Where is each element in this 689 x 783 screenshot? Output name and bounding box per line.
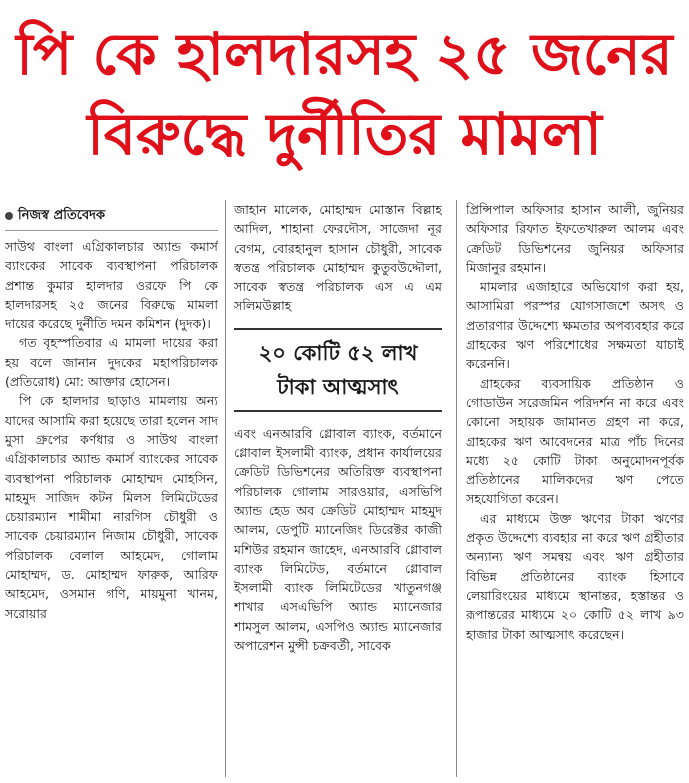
paragraph: প্রিন্সিপাল অফিসার হাসান আলী, জুনিয়র অফিসার রিফাত ইফতেখারুল আলম এবং ক্রেডিট ডিভিশনের জুনিয়র অফিসার মিজানুর রহমান। [466, 202, 684, 275]
headline [0, 0, 689, 190]
subheading [234, 328, 442, 412]
paragraph: গত বৃহস্পতিবার এ মামলা দায়ের করা হয় বলে জানান দুদকের মহাপরিচালক (প্রতিরোধ) মো: আক্তার হোসেন। [5, 335, 218, 390]
paragraph: গ্রাহকের ব্যবসায়িক প্রতিষ্ঠান ও গোডাউন সরেজমিন পরিদর্শন না করে এবং কোনো সহায়ক জামানত গ্রহণ না করে, গ্রাহকের ঋণ আবেদনের মাত্র পাঁচ দিনের মধ্যে ২৫ কোটি টাকা অনুমোদনপূর্বক প্রতিষ্ঠানের মালিকদের ঋণ পেতে সহযোগিতা করেন। [466, 375, 684, 507]
headline-line-1: পি কে হালদারসহ ২৫ জনের [16, 20, 673, 88]
column-divider [456, 200, 457, 777]
paragraph: সাউথ বাংলা এগ্রিকালচার অ্যান্ড কমার্স ব্যাংকের সাবেক ব্যবস্থাপনা পরিচালক প্রশান্ত কুমার হালদার ওরফে পি কে হালদারসহ ২৫ জনের বিরুদ্ধে মামলা দায়ের করেছে দুর্নীতি দমন কমিশন (দুদক)। [5, 239, 218, 332]
byline [5, 206, 218, 231]
article-column-2 [234, 200, 442, 777]
paragraph: মামলার এজাহারে অভিযোগ করা হয়, আসামিরা পরস্পর যোগসাজশে অসৎ ও প্রতারণার উদ্দেশ্যে ক্ষমতার অপব্যবহার করে গ্রাহকের ঋণ পরিশোধের সক্ষমতা যাচাই করেননি। [466, 279, 684, 372]
paragraph: এর মাধ্যমে উক্ত ঋণের টাকা ঋণের প্রকৃত উদ্দেশ্যে ব্যবহার না করে ঋণ গ্রহীতার অন্যান্য ঋণ সমন্বয় এবং ঋণ গ্রহীতার বিভিন্ন প্রতিষ্ঠানের ব্যাংক হিসাবে লেয়ারিংয়ের মাধ্যমে স্থানান্তর, হস্তান্তর ও রূপান্তরের মাধ্যমে ২০ কোটি ৫২ লাখ ৯৩ হাজার টাকা আত্মসাৎ করেছেন। [466, 510, 684, 642]
paragraph: জাহান মালেক, মোহাম্মদ মোস্তান বিল্লাহ আদিল, শাহানা ফেরদৌস, সাজেদা নূর বেগম, বোরহানুল হাসান চৌধুরী, সাবেক স্বতন্ত্র পরিচালক মোহাম্মদ কুতুবউদ্দৌলা, সাবেক স্বতন্ত্র পরিচালক এস এ এম সলিমউল্লাহ [234, 202, 442, 314]
subheading-line-2: টাকা আত্মসাৎ [277, 374, 399, 399]
article-column-3 [466, 200, 684, 777]
paragraph: এবং এনআরবি গ্লোবাল ব্যাংক, বর্তমানে গ্লোবাল ইসলামী ব্যাংক, প্রধান কার্যালয়ের ক্রেডিট ডিভিশনের অতিরিক্ত ব্যবস্থাপনা পরিচালক গোলাম সারওয়ার, এসভিপি অ্যান্ড হেড অব ক্রেডিট মোহাম্মদ মাহমুদ আলম, ডেপুটি ম্যানেজিং ডিরেক্টর কাজী মশিউর রহমান জাহেদ, এনআরবি গ্লোবাল ব্যাংক লিমিটেড, বর্তমানে গ্লোবাল ইসলামী ব্যাংক লিমিটেডের খাতুনগঞ্জ শাখার এসএভিপি অ্যান্ড ম্যানেজার শামসুল আলম, এসপিও অ্যান্ড ম্যানেজার অপারেশন মুন্সী চক্রবর্তী, সাবেক [234, 425, 442, 654]
byline-text: নিজস্ব প্রতিবেদক [18, 208, 106, 223]
article-column-1 [5, 200, 218, 777]
paragraph: পি কে হালদার ছাড়াও মামলায় অন্য যাদের আসামি করা হয়েছে তারা হলেন সাদ মুসা গ্রুপের কর্ণধার ও সাউথ বাংলা এগ্রিকালচার অ্যান্ড কমার্স ব্যাংকের সাবেক ব্যবস্থাপনা পরিচালক মোহাম্মদ মোহসিন, মাহমুদ সাজিদ কটন মিলস লিমিটেডের চেয়ারম্যান শামীমা নারগিস চৌধুরী ও সাবেক চেয়ারম্যান নিজাম চৌধুরী, সাবেক পরিচালক বেলাল আহমেদ, গোলাম মোহাম্মদ, ড. মোহাম্মদ ফারুক, আরিফ আহমেদ, ওসমান গণি, মায়মুনা খানম, সরোয়ার [5, 393, 218, 621]
bullet-icon [5, 212, 13, 220]
headline-line-2: বিরুদ্ধে দুর্নীতির মামলা [87, 100, 602, 168]
subheading-line-1: ২০ কোটি ৫২ লাখ [258, 340, 418, 365]
column-divider [225, 200, 226, 777]
